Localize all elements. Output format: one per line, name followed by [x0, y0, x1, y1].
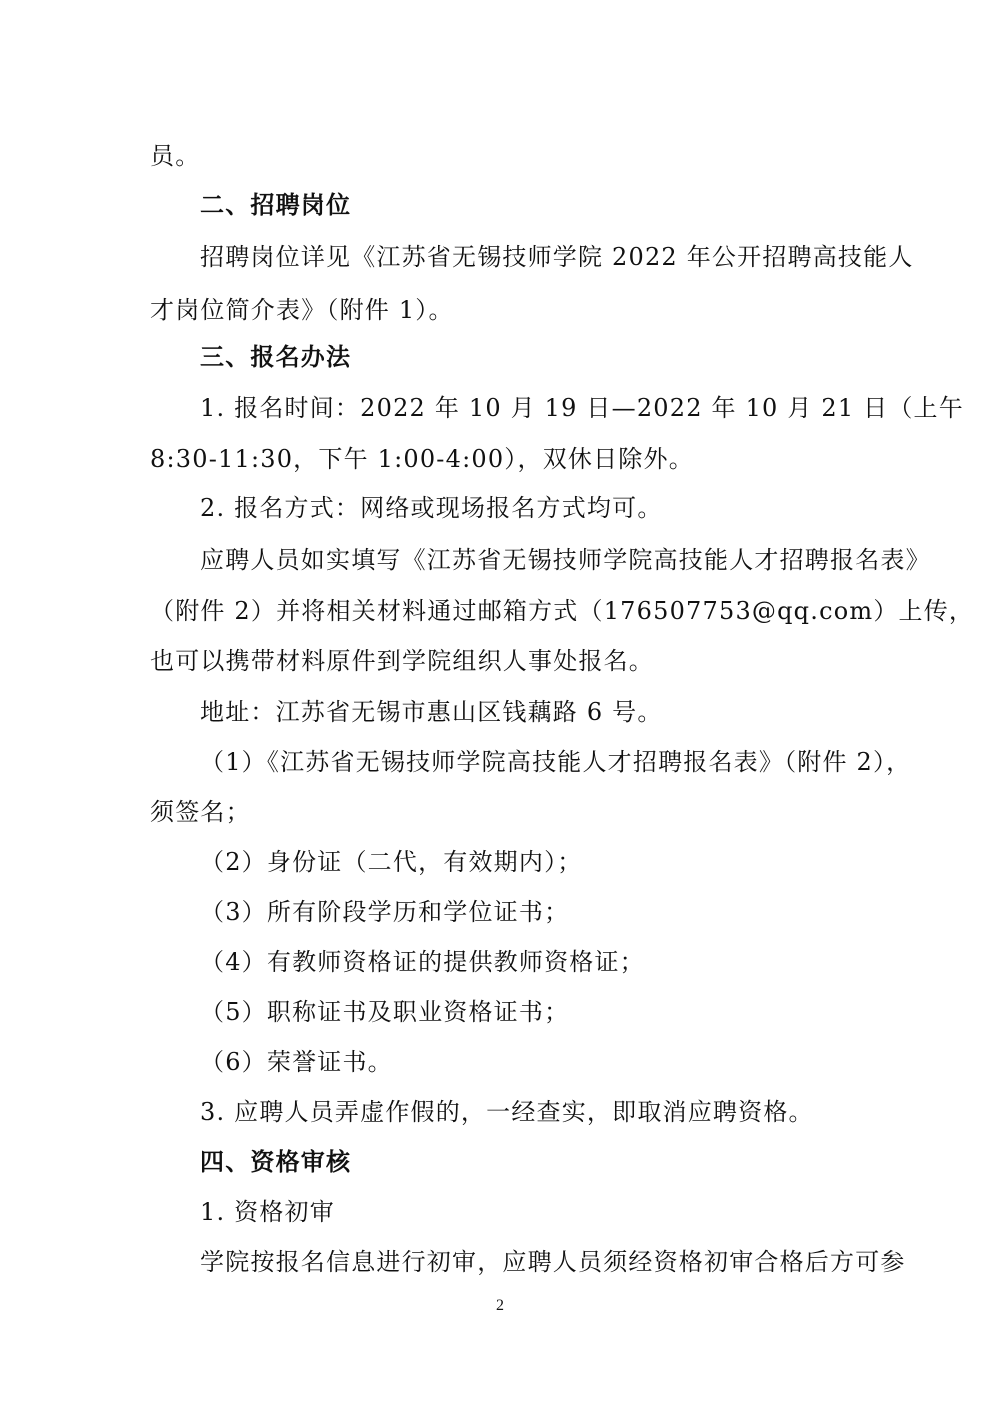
paragraph-positions-line-2: 才岗位简介表》（附件 1）。	[150, 296, 454, 324]
list-item-5: （5）职称证书及职业资格证书；	[200, 998, 570, 1026]
list-item-1-line-2: 须签名；	[150, 798, 251, 826]
section-heading-qualification-review: 四、资格审核	[200, 1147, 352, 1176]
paragraph-registration-time-line-2: 8:30-11:30，下午 1:00-4:00），双休日除外。	[150, 445, 694, 473]
paragraph-registration-method: 2. 报名方式：网络或现场报名方式均可。	[200, 494, 663, 522]
list-item-1-line-1: （1）《江苏省无锡技师学院高技能人才招聘报名表》（附件 2），	[200, 748, 912, 776]
section-heading-registration: 三、报名办法	[200, 342, 352, 371]
paragraph-application-line-2: （附件 2）并将相关材料通过邮箱方式（176507753@qq.com）上传，	[150, 597, 975, 625]
list-item-6: （6）荣誉证书。	[200, 1048, 393, 1076]
list-item-4: （4）有教师资格证的提供教师资格证；	[200, 948, 645, 976]
paragraph-positions-line-1: 招聘岗位详见《江苏省无锡技师学院 2022 年公开招聘高技能人	[200, 243, 914, 271]
page-number: 2	[496, 1297, 504, 1314]
list-item-2: （2）身份证（二代，有效期内）；	[200, 848, 583, 876]
paragraph-address: 地址：江苏省无锡市惠山区钱藕路 6 号。	[200, 698, 663, 726]
list-item-3: （3）所有阶段学历和学位证书；	[200, 898, 570, 926]
paragraph-preliminary-review: 学院按报名信息进行初审，应聘人员须经资格初审合格后方可参	[200, 1248, 906, 1276]
paragraph-continuation: 员。	[150, 142, 201, 170]
paragraph-registration-time-line-1: 1. 报名时间：2022 年 10 月 19 日—2022 年 10 月 21 日（上午	[200, 394, 964, 422]
subheading-preliminary-review: 1. 资格初审	[200, 1198, 335, 1226]
paragraph-application-line-1: 应聘人员如实填写《江苏省无锡技师学院高技能人才招聘报名表》	[200, 546, 931, 574]
paragraph-application-line-3: 也可以携带材料原件到学院组织人事处报名。	[150, 647, 654, 675]
section-heading-positions: 二、招聘岗位	[200, 190, 352, 219]
paragraph-fraud-warning: 3. 应聘人员弄虚作假的，一经查实，即取消应聘资格。	[200, 1098, 814, 1126]
